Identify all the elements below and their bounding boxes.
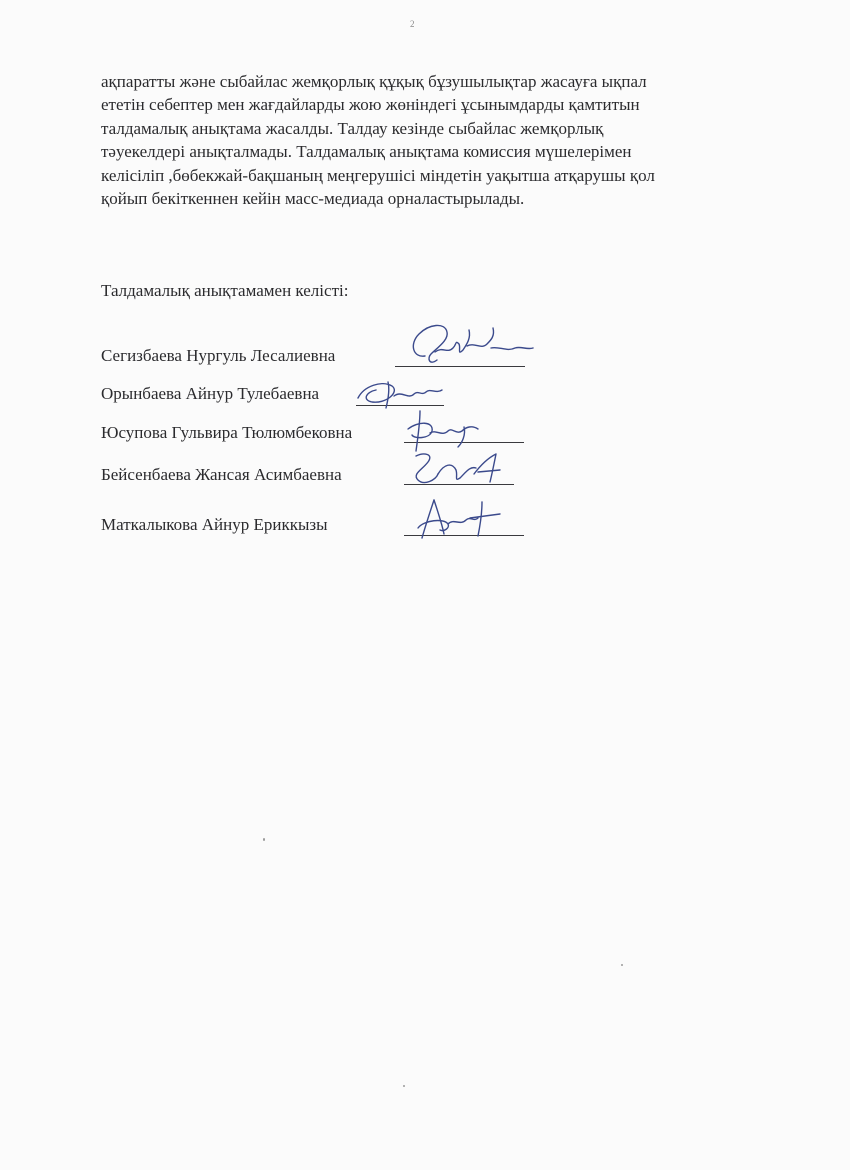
body-line: тәуекелдері анықталмады. Талдамалық анықтама комиссия мүшелерімен: [101, 142, 632, 162]
signature-image: [404, 494, 514, 544]
signer-name: Маткалыкова Айнур Ериккызы: [101, 515, 328, 534]
body-line: келісіліп ,бөбекжай-бақшаның меңгерушісі міндетін уақытша атқарушы қол: [101, 165, 655, 185]
body-paragraph: [101, 70, 791, 210]
body-line: қойып бекіткеннен кейін масс-медиада орналастырылады.: [101, 189, 525, 209]
scan-speck: [403, 1085, 405, 1087]
body-line: ақпаратты және сыбайлас жемқорлық құқық бұзушылықтар жасауға ықпал: [101, 72, 647, 91]
body-line: ететін себептер мен жағдайларды жою жөніндегі ұсынымдарды қамтитын: [101, 95, 640, 115]
signer-name: Бейсенбаева Жансая Асимбаевна: [101, 465, 342, 484]
signature-image: [395, 318, 535, 376]
signer-name: Орынбаева Айнур Тулебаевна: [101, 384, 320, 403]
page-number: 2: [410, 19, 415, 29]
signature-image: [352, 372, 452, 412]
scan-speck: [263, 838, 265, 841]
signature-image: [404, 448, 514, 492]
agreed-label: Талдамалық анықтамамен келісті:: [101, 281, 349, 300]
signer-name: Юсупова Гульвира Тюлюмбековна: [101, 423, 353, 442]
signer-name: Сегизбаева Нургуль Лесалиевна: [101, 346, 336, 365]
body-line: талдамалық анықтама жасалды. Талдау кезінде сыбайлас жемқорлық: [101, 118, 604, 138]
scan-speck: [621, 964, 623, 966]
